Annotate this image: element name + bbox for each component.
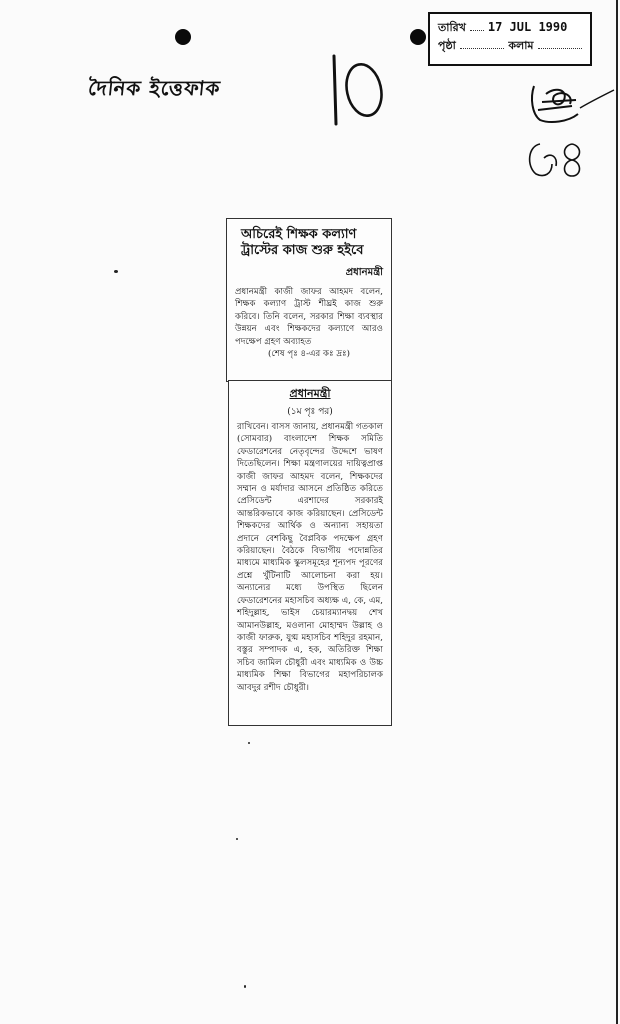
continuation-subheading: (১ম পৃঃ পর) [287,407,333,417]
byline: প্রধানমন্ত্রী [345,267,383,278]
continuation-heading: প্রধানমন্ত্রী [289,387,331,400]
archive-date-stamp [428,12,592,66]
handwritten-reference-number [524,138,596,182]
column-label: কলাম [508,39,534,52]
continued-note: (শেষ পৃঃ ৪-এর কঃ দ্রঃ) [268,349,350,360]
headline: অচিরেই শিক্ষক কল্যাণ ট্রাস্টের কাজ শুরু হইবে [241,227,364,258]
page-label: পৃষ্ঠা [438,39,456,52]
scan-speck [114,270,118,273]
scan-speck [248,742,250,744]
newspaper-name: দৈনিক ইত্তেফাক [87,76,222,100]
handwritten-page-number [326,50,388,130]
news-clipping-front [226,218,392,382]
news-clipping-continuation [228,380,392,726]
date-label: তারিখ [438,21,466,34]
continuation-body: রাখিবেন। বাসস জানায়, প্রধানমন্ত্রী গতকাল (সোমবার) বাংলাদেশ শিক্ষক সমিতি ফেডারেশনের নেতৃবৃন্দের উদ্দেশে ভাষণ দিতেছিলেন। শিক্ষা মন্ত্রণালয়ের দায়িত্বপ্রাপ্ত কাজী জাফর আহমদ বলেন, শিক্ষকদের সম্মান ও মর্যাদার আসনে প্রতিষ্ঠিত করিতে প্রেসিডেন্ট এরশাদের সরকারই আন্তরিকভাবে কাজ করিয়াছেন। প্রেসিডেন্ট শিক্ষকদের আর্থিক ও অন্যান্য সহায়তা প্রদানে বেশকিছু বৈপ্লবিক পদক্ষেপ গ্রহণ করিয়াছেন। বৈঠকে বিভাগীয় পদোন্নতির মাধ্যমে মাধ্যমিক স্কুলসমূহের শূন্যপদ পূরণের প্রশ্নে খুঁটিনাটি আলোচনা করা হয়। অন্যান্যের মধ্যে উপস্থিত ছিলেন ফেডারেশনের মহাসচিব অধ্যক্ষ এ, কে, এম, শহিদুল্লাহ, ভাইস চেয়ারম্যানদ্বয় শেখ আমানউল্লাহ, মওলানা মোহাম্মদ উল্লাহ ও কাজী ফারুক, যুগ্ম মহাসচিব শহিদুর রহমান, বস্তুর সম্পাদক এ, হক, অতিরিক্ত শিক্ষা সচিব জামিল চৌধুরী এবং মাধ্যমিক ও উচ্চ মাধ্যমিক শিক্ষা বিভাগের মহাপরিচালক আবদুর রশীদ চৌধুরী। [237,422,383,693]
scan-speck [236,838,238,840]
scan-border [616,0,618,1024]
punch-hole-left [175,29,191,45]
handwritten-initials [524,78,616,128]
scan-speck [244,985,246,988]
lead-paragraph: প্রধানমন্ত্রী কাজী জাফর আহমদ বলেন, শিক্ষক কল্যাণ ট্রাস্ট শীঘ্রই কাজ শুরু করিবে। তিনি বলেন, সরকার শিক্ষা ব্যবস্থার উন্নয়ন এবং শিক্ষকদের কল্যাণে আরও পদক্ষেপ গ্রহণ অব্যাহত [235,287,383,347]
date-value: 17 JUL 1990 [487,20,568,34]
punch-hole-right [410,29,426,45]
